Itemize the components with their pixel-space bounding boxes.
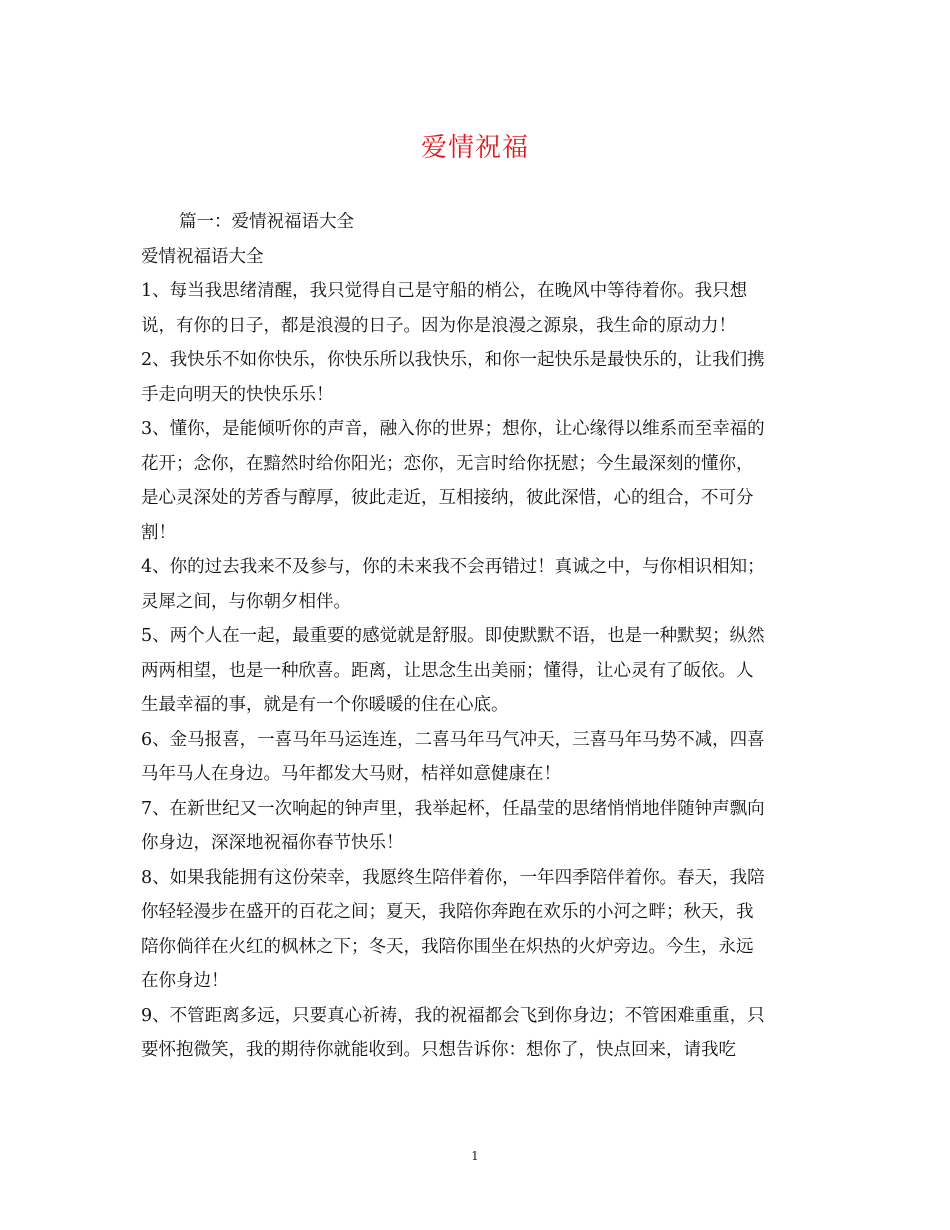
paragraph-line: 生最幸福的事，就是有一个你暖暖的住在心底。 (141, 695, 509, 715)
paragraph-line: 灵犀之间，与你朝夕相伴。 (141, 591, 351, 612)
paragraph-line: 要怀抱微笑，我的期待你就能收到。只想告诉你：想你了，快点回来，请我吃 (141, 1040, 736, 1060)
paragraph-line: 5、两个人在一起，最重要的感觉就是舒服。即使默默不语，也是一种默契；纵然 (141, 626, 765, 646)
paragraph-line: 7、在新世纪又一次响起的钟声里，我举起杯，任晶莹的思绪悄悄地伴随钟声飘向 (141, 798, 765, 819)
paragraph-line: 6、金马报喜，一喜马年马运连连，二喜马年马气冲天，三喜马年马势不减，四喜 (141, 729, 765, 750)
paragraph-line: 1、每当我思绪清醒，我只觉得自己是守船的梢公，在晚风中等待着你。我只想 (141, 281, 748, 301)
paragraph-line: 你轻轻漫步在盛开的百花之间；夏天，我陪你奔跑在欢乐的小河之畔；秋天，我 (141, 902, 754, 922)
paragraph-line: 说，有你的日子，都是浪漫的日子。因为你是浪漫之源泉，我生命的原动力！ (141, 315, 736, 336)
paragraph-line: 花开；念你，在黯然时给你阳光；恋你，无言时给你抚慰；今生最深刻的懂你， (141, 453, 754, 474)
paragraph-line: 割！ (141, 522, 176, 543)
section-heading: 篇一：爱情祝福语大全 (179, 212, 354, 232)
paragraph-line: 两两相望，也是一种欣喜。距离，让思念生出美丽；懂得，让心灵有了皈依。人 (141, 660, 754, 681)
subheading: 爱情祝福语大全 (141, 246, 264, 267)
paragraph-line: 手走向明天的快快乐乐！ (141, 384, 334, 405)
paragraph-line: 4、你的过去我来不及参与，你的未来我不会再错过！真诚之中，与你相识相知； (141, 557, 765, 577)
page-number: 1 (471, 1149, 479, 1163)
paragraph-line: 9、不管距离多远，只要真心祈祷，我的祝福都会飞到你身边；不管困难重重，只 (141, 1005, 765, 1026)
paragraph-line: 3、懂你，是能倾听你的声音，融入你的世界；想你，让心缘得以维系而至幸福的 (141, 419, 765, 439)
paragraph-line: 你身边，深深地祝福你春节快乐！ (141, 833, 404, 853)
paragraph-line: 是心灵深处的芳香与醇厚，彼此走近，互相接纳，彼此深惜，心的组合，不可分 (141, 488, 754, 508)
document-body (141, 205, 811, 1068)
document-title: 爱情祝福 (420, 133, 529, 163)
paragraph-line: 陪你倘徉在火红的枫林之下；冬天，我陪你围坐在炽热的火炉旁边。今生，永远 (141, 936, 754, 957)
paragraph-line: 马年马人在身边。马年都发大马财，桔祥如意健康在！ (141, 764, 561, 784)
paragraph-line: 在你身边！ (141, 971, 229, 991)
paragraph-line: 2、我快乐不如你快乐，你快乐所以我快乐，和你一起快乐是最快乐的，让我们携 (141, 350, 765, 370)
paragraph-line: 8、如果我能拥有这份荣幸，我愿终生陪伴着你，一年四季陪伴着你。春天，我陪 (141, 867, 765, 888)
